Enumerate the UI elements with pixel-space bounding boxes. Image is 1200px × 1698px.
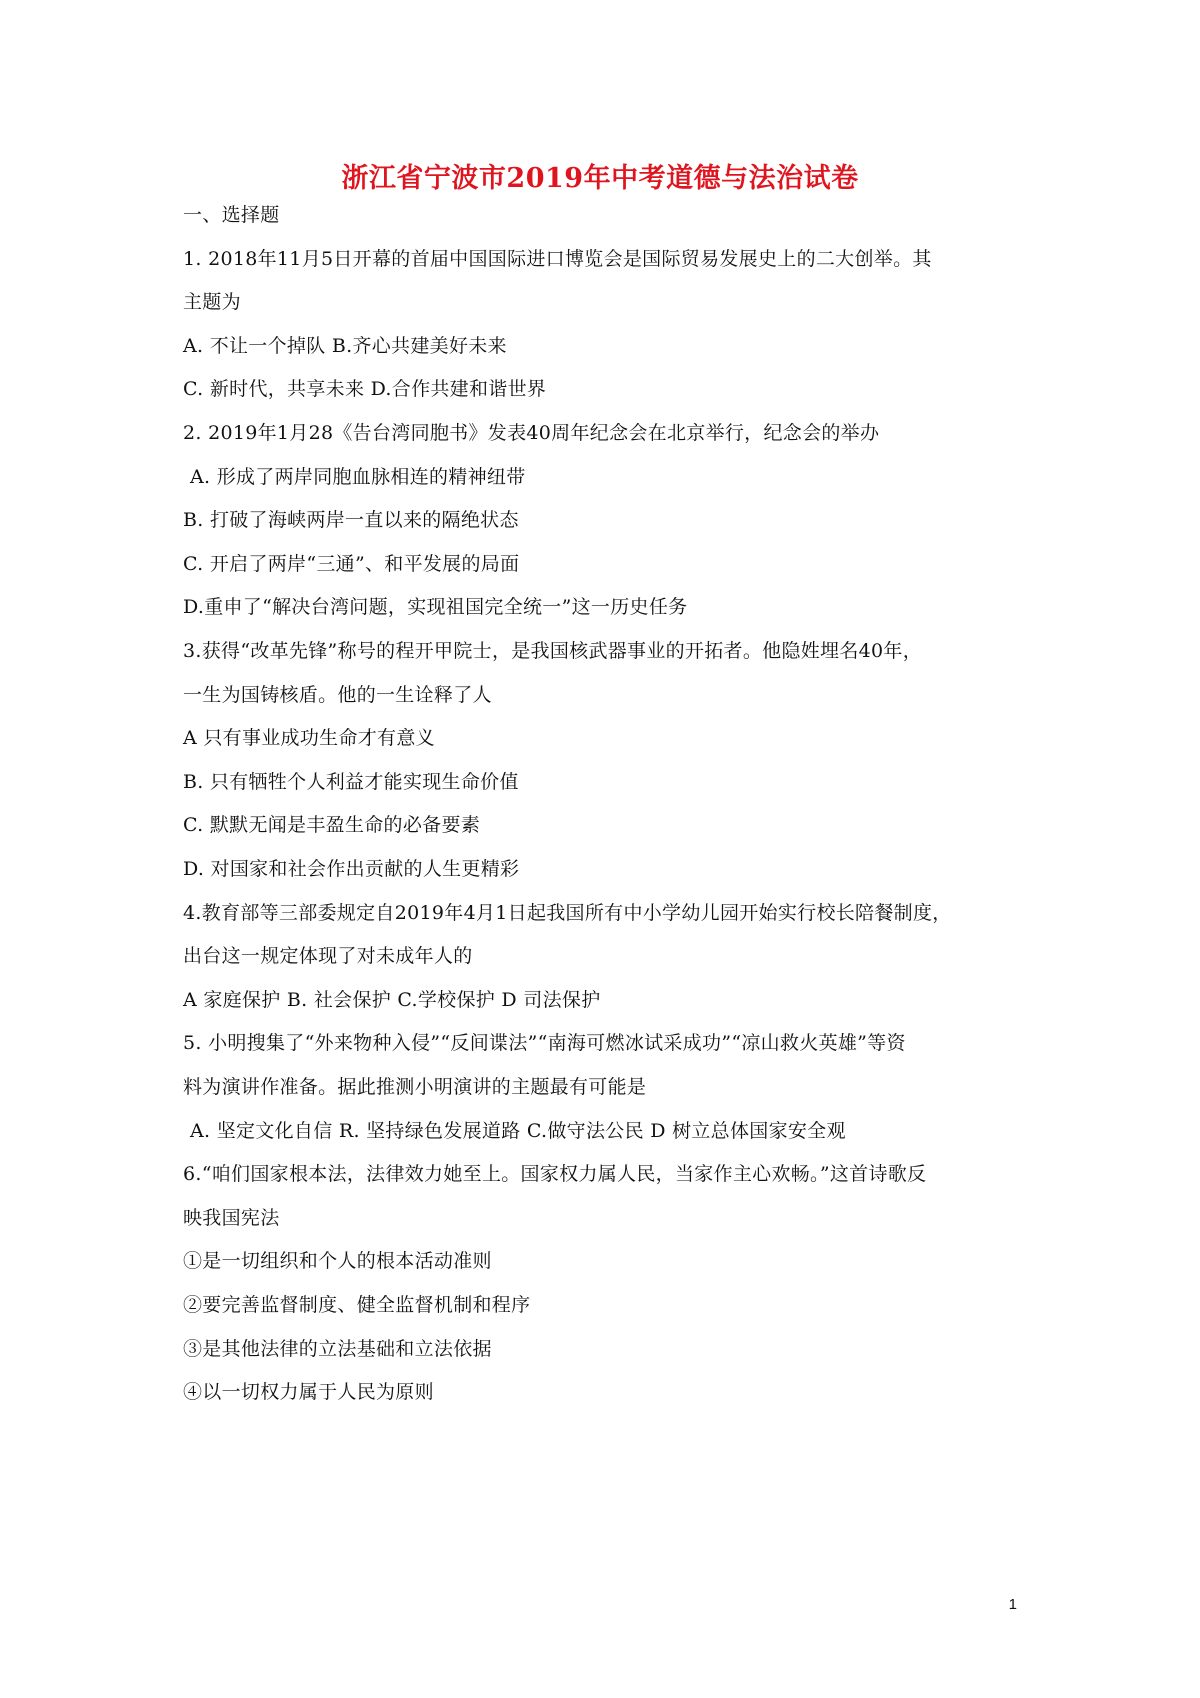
q2-option-b: B. 打破了海峡两岸一直以来的隔绝状态 <box>183 509 519 531</box>
q6-item-3: ③是其他法律的立法基础和立法依据 <box>183 1338 492 1360</box>
q6-item-2: ②要完善监督制度、健全监督机制和程序 <box>183 1294 531 1316</box>
q4-options: A 家庭保护 B. 社会保护 C.学校保护 D 司法保护 <box>183 989 601 1011</box>
q4-stem-line2: 出台这一规定体现了对未成年人的 <box>183 945 473 967</box>
q6-item-1: ①是一切组织和个人的根本活动准则 <box>183 1250 492 1272</box>
q3-option-a: A 只有事业成功生命才有意义 <box>183 727 435 749</box>
q3-option-d: D. 对国家和社会作出贡献的人生更精彩 <box>183 858 520 880</box>
q1-stem-line1: 1. 2018年11月5日开幕的首届中国国际进口博览会是国际贸易发展史上的二大创举。其 <box>183 248 932 270</box>
q6-stem-line2: 映我国宪法 <box>183 1207 280 1229</box>
q6-item-4: ④以一切权力属于人民为原则 <box>183 1381 434 1403</box>
q3-option-b: B. 只有牺牲个人利益才能实现生命价值 <box>183 771 519 793</box>
q2-option-d: D.重申了“解决台湾问题，实现祖国完全统一”这一历史任务 <box>183 596 688 618</box>
q3-option-c: C. 默默无闻是丰盈生命的必备要素 <box>183 814 481 836</box>
document-title: 浙江省宁波市2019年中考道德与法治试卷 <box>341 163 859 194</box>
section-heading: 一、选择题 <box>183 204 280 226</box>
q1-options-cd: C. 新时代，共享未来 D.合作共建和谐世界 <box>183 378 547 400</box>
q2-option-a: A. 形成了两岸同胞血脉相连的精神纽带 <box>190 466 526 488</box>
q4-stem-line1: 4.教育部等三部委规定自2019年4月1日起我国所有中小学幼儿园开始实行校长陪餐制度， <box>183 902 952 924</box>
q5-options: A. 坚定文化自信 R. 坚持绿色发展道路 C.做守法公民 D 树立总体国家安全观 <box>190 1120 846 1142</box>
q1-stem-line2: 主题为 <box>183 291 241 313</box>
q3-stem-line1: 3.获得“改革先锋”称号的程开甲院士，是我国核武器事业的开拓者。他隐姓埋名40年， <box>183 640 923 662</box>
q2-stem: 2. 2019年1月28《告台湾同胞书》发表40周年纪念会在北京举行，纪念会的举办 <box>183 422 880 444</box>
q5-stem-line1: 5. 小明搜集了“外来物种入侵”“反间谍法”“南海可燃冰试采成功”“凉山救火英雄”等资 <box>183 1032 906 1054</box>
q3-stem-line2: 一生为国铸核盾。他的一生诠释了人 <box>183 684 492 706</box>
q6-stem-line1: 6.“咱们国家根本法，法律效力她至上。国家权力属人民，当家作主心欢畅。”这首诗歌反 <box>183 1163 927 1185</box>
page-number: 1 <box>1008 1596 1017 1613</box>
q2-option-c: C. 开启了两岸“三通”、和平发展的局面 <box>183 553 520 575</box>
q5-stem-line2: 料为演讲作准备。据此推测小明演讲的主题最有可能是 <box>183 1076 647 1098</box>
q1-options-ab: A. 不让一个掉队 B.齐心共建美好未来 <box>183 335 507 357</box>
